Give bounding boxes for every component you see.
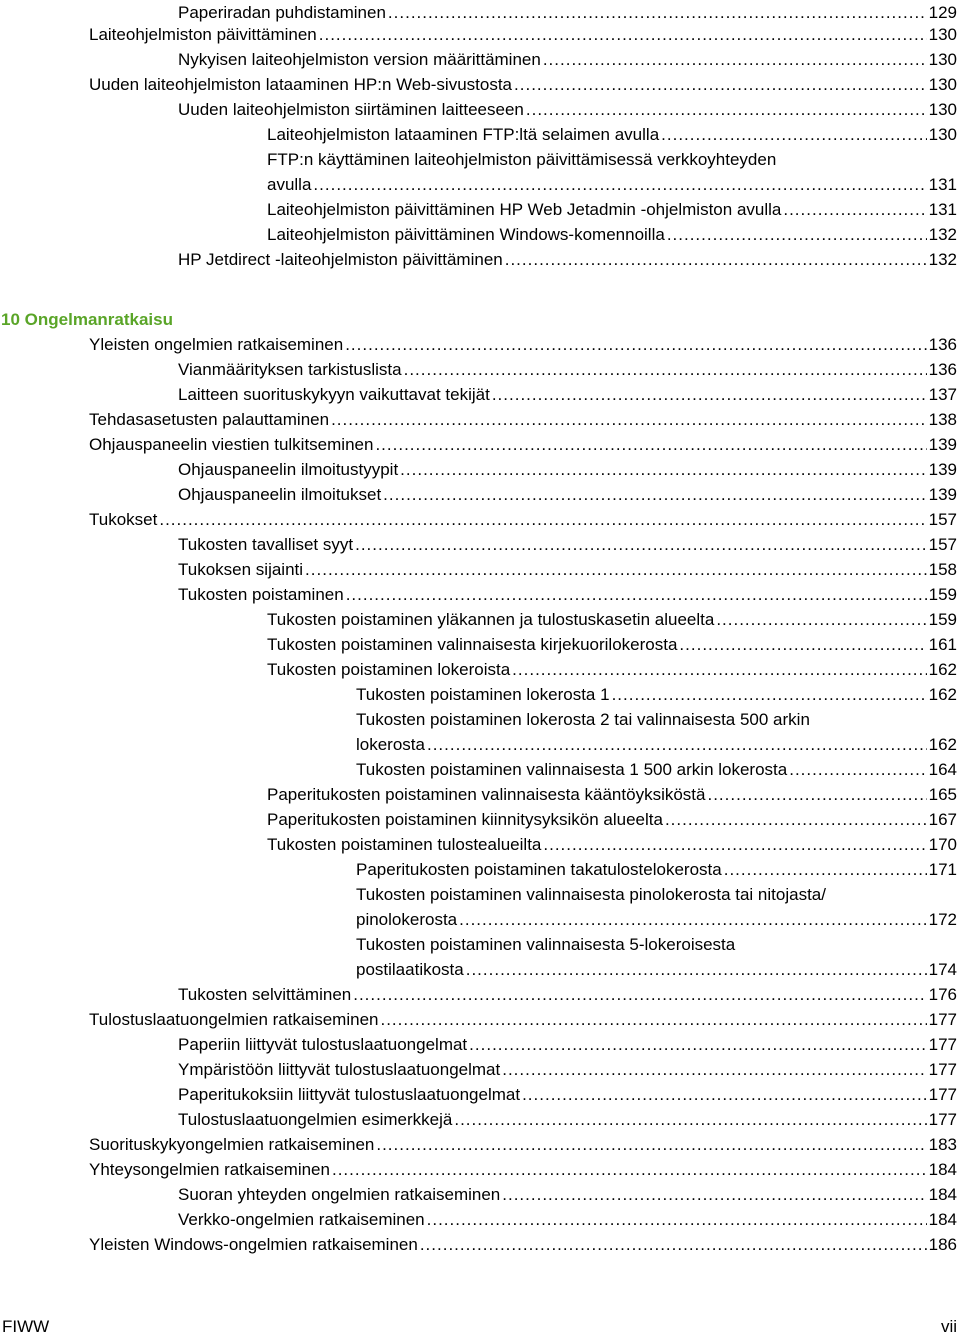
toc-entry[interactable] <box>89 432 957 457</box>
toc-entry-title: Ympäristöön liittyvät tulostuslaatuongelmat <box>178 1060 501 1079</box>
dot-leader <box>459 907 927 932</box>
toc-entry[interactable] <box>89 507 957 532</box>
toc-entry[interactable] <box>178 582 957 607</box>
toc-entry[interactable] <box>178 1057 957 1082</box>
toc-entry-title: HP Jetdirect -laiteohjelmiston päivittäminen <box>178 250 503 269</box>
toc-entry-title: Suoran yhteyden ongelmien ratkaiseminen <box>178 1185 501 1204</box>
toc-entry-title: Uuden laiteohjelmiston siirtäminen laitteeseen <box>178 100 524 119</box>
toc-entry[interactable] <box>267 122 957 147</box>
toc-entry-title: Tulostuslaatuongelmien esimerkkejä <box>178 1110 453 1129</box>
dot-leader <box>522 1082 927 1107</box>
toc-entry[interactable] <box>89 72 957 97</box>
toc-entry-title: Laiteohjelmiston päivittäminen Windows-komennoilla <box>267 225 665 244</box>
toc-page-number: 159 <box>928 585 957 604</box>
toc-entry[interactable] <box>89 332 957 357</box>
toc-entry[interactable] <box>178 557 957 582</box>
toc-page-number: 183 <box>928 1135 957 1154</box>
toc-entry-title: Paperitukoksiin liittyvät tulostuslaatuongelmat <box>178 1085 521 1104</box>
toc-page-number: 177 <box>928 1060 957 1079</box>
toc-entry[interactable] <box>89 1232 957 1257</box>
dot-leader <box>526 97 927 122</box>
toc-entry-title: Tukokset <box>89 510 158 529</box>
dot-leader <box>514 72 927 97</box>
chapter-heading[interactable] <box>1 307 173 332</box>
toc-page-number: 129 <box>928 3 957 22</box>
toc-entry-title: Tukosten poistaminen lokerosta 1 <box>356 685 610 704</box>
toc-entry[interactable] <box>267 222 957 247</box>
dot-leader <box>400 457 926 482</box>
toc-entry-title: Tukosten selvittäminen <box>178 985 352 1004</box>
toc-page-number: 130 <box>928 50 957 69</box>
toc-entry[interactable] <box>267 782 957 807</box>
toc-entry-title: Yleisten ongelmien ratkaiseminen <box>89 335 344 354</box>
dot-leader <box>159 507 926 532</box>
dot-leader <box>469 1032 926 1057</box>
toc-entry-title: Paperiradan puhdistaminen <box>178 3 386 22</box>
toc-page-number: 139 <box>928 435 957 454</box>
toc-entry-title: Paperitukosten poistaminen takatulostelokerosta <box>356 860 722 879</box>
toc-entry-title: Paperiin liittyvät tulostuslaatuongelmat <box>178 1035 468 1054</box>
toc-entry-title-line2: pinolokerosta <box>356 910 458 929</box>
dot-leader <box>313 172 926 197</box>
toc-page-number: 157 <box>928 510 957 529</box>
dot-leader <box>319 22 927 47</box>
toc-entry-title: Tulostuslaatuongelmien ratkaiseminen <box>89 1010 379 1029</box>
toc-entry-title: Vianmäärityksen tarkistuslista <box>178 360 402 379</box>
toc-page-number: 177 <box>928 1035 957 1054</box>
toc-entry[interactable] <box>89 407 957 432</box>
toc-entry[interactable] <box>178 97 957 122</box>
dot-leader <box>505 247 927 272</box>
toc-page-number: 184 <box>928 1210 957 1229</box>
toc-entry[interactable] <box>178 532 957 557</box>
toc-entry-title: Verkko-ongelmien ratkaiseminen <box>178 1210 425 1229</box>
toc-page-number: 170 <box>928 835 957 854</box>
toc-entry[interactable] <box>178 247 957 272</box>
dot-leader <box>355 532 927 557</box>
toc-entry[interactable] <box>356 707 957 757</box>
toc-entry-title: Ohjauspaneelin viestien tulkitseminen <box>89 435 374 454</box>
toc-entry-title-line1: Tukosten poistaminen lokerosta 2 tai valinnaisesta 500 arkin <box>356 710 810 729</box>
toc-page-number: 130 <box>928 75 957 94</box>
toc-entry-title: Uuden laiteohjelmiston lataaminen HP:n Web-sivustosta <box>89 75 513 94</box>
dot-leader <box>353 982 926 1007</box>
toc-entry[interactable] <box>267 197 957 222</box>
chapter-number: 10 <box>1 310 20 329</box>
toc-page-number: 137 <box>928 385 957 404</box>
toc-page-number: 131 <box>928 200 957 219</box>
toc-entry[interactable] <box>178 457 957 482</box>
toc-entry[interactable] <box>178 482 957 507</box>
toc-page-number: 158 <box>928 560 957 579</box>
toc-page-number: 138 <box>928 410 957 429</box>
dot-leader <box>466 957 927 982</box>
toc-entry-title-line2: lokerosta <box>356 735 425 754</box>
toc-entry[interactable] <box>267 832 957 857</box>
dot-leader <box>305 557 927 582</box>
footer-page-number: vii <box>940 1317 957 1336</box>
toc-page-number: 174 <box>928 960 957 979</box>
dot-leader <box>332 1157 927 1182</box>
toc-page-number: 139 <box>928 485 957 504</box>
toc-entry-title-line2: avulla <box>267 175 312 194</box>
toc-page-number: 157 <box>928 535 957 554</box>
toc-entry-title: Tukosten tavalliset syyt <box>178 535 354 554</box>
toc-page-number: 162 <box>928 660 957 679</box>
toc-entry-title: Ohjauspaneelin ilmoitukset <box>178 485 382 504</box>
toc-entry-title-line1: Tukosten poistaminen valinnaisesta pinolokerosta tai nitojasta/ <box>356 885 826 904</box>
toc-entry-title: Tukosten poistaminen lokeroista <box>267 660 511 679</box>
toc-entry[interactable] <box>178 382 957 407</box>
toc-entry-title: Laiteohjelmiston lataaminen FTP:ltä selaimen avulla <box>267 125 660 144</box>
toc-entry-title: Laiteohjelmiston päivittäminen <box>89 25 317 44</box>
toc-entry[interactable] <box>356 932 957 982</box>
toc-page-number: 132 <box>928 225 957 244</box>
toc-entry-title: Yhteysongelmien ratkaiseminen <box>89 1160 330 1179</box>
toc-entry[interactable] <box>178 982 957 1007</box>
toc-entry[interactable] <box>89 1007 957 1032</box>
toc-entry-title: Paperitukosten poistaminen valinnaisesta kääntöyksiköstä <box>267 785 706 804</box>
toc-entry-title: Ohjauspaneelin ilmoitustyypit <box>178 460 399 479</box>
toc-page-number: 130 <box>928 125 957 144</box>
toc-entry-title: Tukosten poistaminen <box>178 585 344 604</box>
toc-page-number: 167 <box>928 810 957 829</box>
dot-leader <box>346 582 927 607</box>
dot-leader <box>427 732 927 757</box>
dot-leader <box>665 807 927 832</box>
toc-entry[interactable] <box>267 807 957 832</box>
dot-leader <box>667 222 927 247</box>
toc-page-number: 171 <box>928 860 957 879</box>
dot-leader <box>502 1057 926 1082</box>
toc-entry-title-line2: postilaatikosta <box>356 960 464 979</box>
dot-leader <box>427 1207 927 1232</box>
dot-leader <box>376 1132 926 1157</box>
footer-locale-label: FIWW <box>2 1317 50 1336</box>
toc-entry[interactable] <box>89 22 957 47</box>
toc-page-number: 130 <box>928 100 957 119</box>
toc-entry-title: Tukosten poistaminen tulostealueilta <box>267 835 542 854</box>
toc-page-number: 131 <box>928 175 957 194</box>
toc-page-number: 139 <box>928 460 957 479</box>
toc-entry[interactable] <box>267 657 957 682</box>
toc-page-number: 162 <box>928 685 957 704</box>
dot-leader <box>679 632 926 657</box>
toc-page-number: 130 <box>928 25 957 44</box>
dot-leader <box>612 682 927 707</box>
toc-page-number: 184 <box>928 1160 957 1179</box>
toc-entry-title: Paperitukosten poistaminen kiinnitysyksikön alueelta <box>267 810 663 829</box>
dot-leader <box>380 1007 926 1032</box>
toc-page-number: 159 <box>928 610 957 629</box>
toc-entry[interactable] <box>178 47 957 72</box>
toc-entry-title: Laiteohjelmiston päivittäminen HP Web Jetadmin -ohjelmiston avulla <box>267 200 782 219</box>
toc-entry-title-line1: Tukosten poistaminen valinnaisesta 5-lokeroisesta <box>356 935 736 954</box>
dot-leader <box>404 357 927 382</box>
toc-page-number: 132 <box>928 250 957 269</box>
toc-entry[interactable] <box>89 1157 957 1182</box>
toc-page-number: 164 <box>928 760 957 779</box>
toc-entry[interactable] <box>267 607 957 632</box>
dot-leader <box>716 607 926 632</box>
toc-page-number: 177 <box>928 1110 957 1129</box>
dot-leader <box>543 47 927 72</box>
toc-page-number: 177 <box>928 1085 957 1104</box>
toc-page-number: 165 <box>928 785 957 804</box>
dot-leader <box>707 782 926 807</box>
dot-leader <box>331 407 927 432</box>
dot-leader <box>512 657 926 682</box>
toc-entry[interactable] <box>267 147 957 197</box>
chapter-title: Ongelmanratkaisu <box>24 310 173 329</box>
toc-entry[interactable] <box>356 857 957 882</box>
toc-entry-title: Suorituskykyongelmien ratkaiseminen <box>89 1135 375 1154</box>
toc-page-number: 177 <box>928 1010 957 1029</box>
toc-entry-title: Tehdasasetusten palauttaminen <box>89 410 330 429</box>
dot-leader <box>502 1182 926 1207</box>
toc-entry[interactable] <box>267 632 957 657</box>
toc-entry[interactable] <box>178 1082 957 1107</box>
toc-page-number: 184 <box>928 1185 957 1204</box>
toc-entry-title: Tukosten poistaminen valinnaisesta 1 500 arkin lokerosta <box>356 760 788 779</box>
toc-entry[interactable] <box>178 357 957 382</box>
toc-entry[interactable] <box>356 882 957 932</box>
dot-leader <box>789 757 926 782</box>
toc-entry-title: Yleisten Windows-ongelmien ratkaiseminen <box>89 1235 418 1254</box>
dot-leader <box>783 197 926 222</box>
toc-page-number: 161 <box>928 635 957 654</box>
toc-entry-title: Laitteen suorituskykyyn vaikuttavat tekijät <box>178 385 490 404</box>
toc-page-number: 136 <box>928 360 957 379</box>
toc-entry[interactable] <box>356 757 957 782</box>
toc-entry[interactable] <box>178 1207 957 1232</box>
dot-leader <box>420 1232 927 1257</box>
dot-leader <box>543 832 926 857</box>
toc-entry[interactable] <box>178 1032 957 1057</box>
toc-page-number: 162 <box>928 735 957 754</box>
toc-page-number: 186 <box>928 1235 957 1254</box>
toc-entry-title: Tukosten poistaminen yläkannen ja tulostuskasetin alueelta <box>267 610 715 629</box>
toc-entry[interactable] <box>89 1132 957 1157</box>
dot-leader <box>383 482 926 507</box>
dot-leader <box>375 432 926 457</box>
toc-entry[interactable] <box>178 1182 957 1207</box>
toc-entry-title-line1: FTP:n käyttäminen laiteohjelmiston päivittämisessä verkkoyhteyden <box>267 150 777 169</box>
dot-leader <box>454 1107 926 1132</box>
toc-entry-title: Nykyisen laiteohjelmiston version määrittäminen <box>178 50 541 69</box>
dot-leader <box>661 122 926 147</box>
dot-leader <box>345 332 926 357</box>
toc-entry[interactable] <box>356 682 957 707</box>
dot-leader <box>724 857 927 882</box>
toc-page-number: 136 <box>928 335 957 354</box>
toc-entry-title: Tukosten poistaminen valinnaisesta kirjekuorilokerosta <box>267 635 678 654</box>
toc-page-number: 176 <box>928 985 957 1004</box>
toc-page-number: 172 <box>928 910 957 929</box>
toc-entry-title: Tukoksen sijainti <box>178 560 304 579</box>
dot-leader <box>492 382 927 407</box>
toc-entry[interactable] <box>178 1107 957 1132</box>
